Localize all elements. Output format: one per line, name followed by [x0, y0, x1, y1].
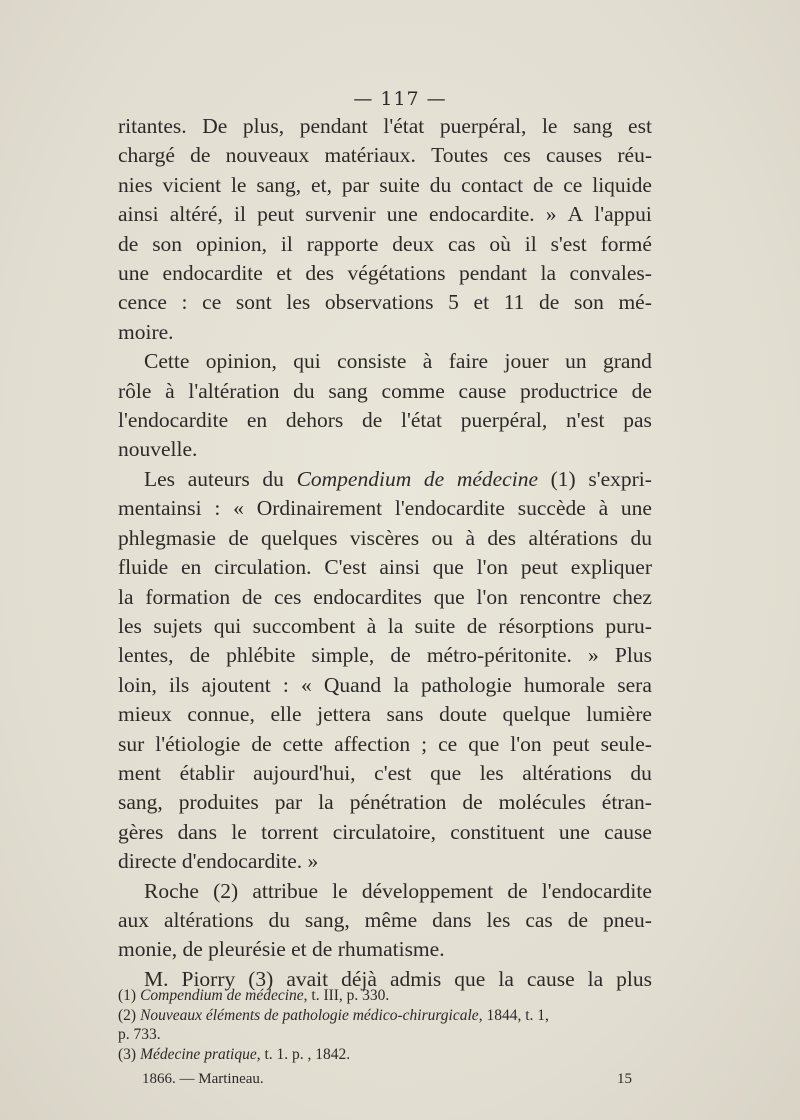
word: l'état: [401, 408, 442, 433]
word: c'est: [374, 760, 412, 785]
footnote-title: Médecine pratique: [140, 1045, 257, 1063]
word: endocardite.: [428, 202, 535, 227]
word: faire: [448, 349, 489, 374]
word: déjà: [341, 966, 377, 991]
word: altéré,: [169, 202, 223, 227]
word: du: [630, 760, 652, 785]
word: du: [262, 466, 284, 491]
word: vicient: [162, 172, 222, 197]
word: «: [233, 496, 244, 521]
word: cas: [525, 907, 553, 932]
word: résorptions: [498, 613, 594, 638]
text-line: [118, 877, 652, 906]
word: de: [462, 790, 483, 815]
word: l'on: [476, 555, 509, 580]
word: suite: [379, 172, 420, 197]
word: mé-: [618, 290, 652, 315]
body-text: [118, 112, 652, 994]
word: l'on: [476, 584, 508, 609]
word: seule-: [600, 731, 652, 756]
text-line: [118, 906, 652, 935]
footnote-title: Nouveaux éléments de pathologie médico-chirurgicale: [140, 1006, 479, 1024]
word: cause: [604, 819, 652, 844]
text-line: [118, 641, 652, 670]
footnote-number: (3): [118, 1045, 137, 1063]
word: doute: [439, 702, 487, 727]
word: formation: [145, 584, 231, 609]
word: causes: [546, 143, 603, 168]
text-line: [118, 494, 652, 523]
word: une: [386, 202, 418, 227]
word: altérations: [163, 907, 254, 932]
word: phlegmasie: [118, 525, 216, 550]
word: la: [387, 613, 404, 638]
word: chez: [612, 584, 652, 609]
text-segment: monie, de pleurésie et de rhumatisme.: [118, 937, 445, 962]
word: dans: [177, 819, 218, 844]
page-number-header: — 117 —: [353, 88, 447, 110]
text-line: [118, 465, 652, 494]
word: établir: [179, 760, 235, 785]
text-line: [118, 935, 652, 964]
word: le: [230, 172, 247, 197]
word: expliquer: [570, 555, 652, 580]
word: végétations: [347, 261, 446, 286]
word: les: [486, 907, 511, 932]
text-line: [118, 141, 652, 170]
word: la: [393, 672, 409, 697]
text-segment: directe d'endocardite. »: [118, 849, 319, 874]
word: deux: [392, 231, 435, 256]
word: ainsi: [379, 555, 420, 580]
word: ces: [273, 584, 302, 609]
word: s'expri-: [588, 466, 652, 491]
word: cause: [526, 966, 575, 991]
word: sur: [118, 731, 145, 756]
word: A: [567, 202, 584, 227]
word: constituent: [450, 819, 545, 844]
word: sang,: [256, 172, 302, 197]
footnote-text: , t. III, p. 330.: [303, 987, 390, 1004]
word: n'est: [565, 408, 605, 433]
word: cause: [458, 378, 507, 403]
footnotes: [118, 986, 652, 1064]
word: auteurs: [187, 466, 250, 491]
word: de: [228, 525, 249, 550]
word: que: [454, 966, 486, 991]
word: la: [498, 966, 514, 991]
word: qui: [213, 613, 242, 638]
word: cas: [447, 231, 476, 256]
word: rencontre: [519, 584, 601, 609]
word: une: [620, 496, 652, 521]
word: à: [598, 496, 609, 521]
word: un: [565, 349, 587, 374]
word: la: [540, 261, 557, 286]
word: pendant: [458, 261, 528, 286]
word: l'étiologie: [155, 731, 241, 756]
word: suite: [414, 613, 456, 638]
word: l'état: [383, 114, 425, 138]
word: de: [423, 466, 445, 491]
word: que: [430, 760, 462, 785]
word: Quand: [323, 672, 382, 697]
word: l'endocardite: [118, 408, 229, 433]
word: puru-: [605, 613, 652, 638]
word: sujets: [153, 613, 203, 638]
word: s'est: [550, 231, 587, 256]
word: aujourd'hui,: [253, 760, 356, 785]
word: contact: [461, 172, 524, 197]
word: sang: [573, 114, 613, 138]
word: circulatoire,: [332, 819, 436, 844]
word: opinion,: [205, 349, 277, 374]
word: puerpéral,: [439, 114, 527, 138]
word: à: [465, 525, 475, 550]
footnote: [118, 1045, 652, 1065]
word: Les: [144, 466, 176, 491]
word: de: [533, 172, 554, 197]
footnote-number: (1): [118, 987, 137, 1004]
word: observations: [324, 290, 434, 315]
word: les: [118, 613, 142, 638]
word: aux: [118, 907, 150, 932]
word: liquide: [592, 172, 652, 197]
word: et: [276, 261, 292, 286]
word: sang: [328, 378, 368, 403]
word: à: [165, 378, 175, 403]
word: même: [364, 907, 418, 932]
word: sont: [235, 290, 272, 315]
word: peut: [520, 555, 558, 580]
word: du: [293, 378, 315, 403]
word: lumière: [586, 702, 652, 727]
word: altérations: [522, 760, 612, 785]
word: ;: [421, 731, 428, 756]
word: de: [251, 731, 272, 756]
word: :: [282, 672, 289, 697]
text-line: [118, 318, 652, 347]
word: »: [545, 202, 557, 227]
word: :: [181, 290, 188, 315]
word: avait: [286, 966, 329, 991]
word: pénétration: [349, 790, 447, 815]
word: de: [507, 878, 528, 903]
word: de: [190, 143, 211, 168]
text-line: [118, 112, 652, 141]
text-line: [118, 435, 652, 464]
word: peut: [257, 202, 295, 227]
word: ajoutent: [201, 672, 271, 697]
word: ment: [118, 760, 161, 785]
text-line: [118, 788, 652, 817]
word: matériaux.: [324, 143, 416, 168]
word: son: [152, 231, 183, 256]
word: 11: [503, 290, 525, 315]
word: peut: [552, 731, 590, 756]
text-line: [118, 377, 652, 406]
text-line: [118, 524, 652, 553]
word: l'altération: [188, 378, 280, 403]
word: quelques: [261, 525, 338, 550]
text-line: [118, 288, 652, 317]
word: plus,: [242, 114, 285, 138]
word: grand: [602, 349, 652, 374]
word: de: [631, 378, 652, 403]
word: M.: [144, 966, 169, 991]
word: des: [487, 525, 517, 550]
word: elle: [270, 702, 302, 727]
word: Toutes: [431, 143, 489, 168]
word: ces: [503, 143, 531, 168]
word: sera: [617, 672, 652, 697]
word: du: [630, 525, 652, 550]
word: plus: [616, 966, 652, 991]
word: »: [588, 643, 599, 668]
text-line: [118, 171, 652, 200]
word: Roche: [144, 878, 199, 903]
footnote: [118, 1025, 652, 1045]
word: Piorry: [181, 966, 236, 991]
word: à: [422, 349, 433, 374]
word: métro-péritonite.: [426, 643, 572, 668]
word: il: [280, 231, 293, 256]
word: le: [541, 114, 558, 138]
word: étran-: [601, 790, 652, 815]
word: nouveaux: [225, 143, 310, 168]
word: produites: [178, 790, 259, 815]
word: de: [390, 643, 411, 668]
word: dehors: [285, 408, 344, 433]
word: loin,: [118, 672, 157, 697]
word: l'on: [510, 731, 542, 756]
word: le: [332, 878, 348, 903]
word: et: [473, 290, 490, 315]
signature-number: 15: [617, 1071, 632, 1087]
text-line: [118, 847, 652, 876]
word: le: [231, 819, 247, 844]
word: formé: [600, 231, 652, 256]
word: torrent: [261, 819, 319, 844]
word: Cette: [144, 349, 190, 374]
word: pneu-: [602, 907, 652, 932]
word: (2): [213, 878, 239, 903]
word: que: [433, 584, 465, 609]
word: l'endocardite: [541, 878, 652, 903]
text-segment: moire.: [118, 319, 174, 344]
text-line: [118, 759, 652, 788]
word: de: [362, 408, 383, 433]
word: ritantes.: [118, 114, 187, 138]
word: rapporte: [306, 231, 379, 256]
word: pendant: [299, 114, 368, 138]
footnote-text: p. 733.: [118, 1026, 161, 1043]
word: qui: [293, 349, 321, 374]
word: Ordinairement: [256, 496, 383, 521]
text-line: [118, 200, 652, 229]
word: par: [274, 790, 303, 815]
word: il: [233, 202, 246, 227]
word: des: [305, 261, 335, 286]
word: du: [429, 172, 452, 197]
word: attribue: [252, 878, 318, 903]
word: mieux: [118, 702, 172, 727]
word: sang,: [304, 907, 350, 932]
word: De: [202, 114, 228, 138]
text-line: [118, 583, 652, 612]
word: les: [479, 760, 504, 785]
text-line: [118, 671, 652, 700]
footnote-text: , t. 1. p. , 1842.: [256, 1045, 351, 1063]
word: «: [300, 672, 312, 697]
word: C'est: [324, 555, 367, 580]
word: réu-: [617, 143, 652, 168]
word: :: [214, 496, 221, 521]
word: connue,: [187, 702, 255, 727]
text-line: [118, 230, 652, 259]
word: que: [468, 731, 500, 756]
word: admis: [389, 966, 442, 991]
word: médecine: [456, 466, 538, 491]
text-line: [118, 553, 652, 582]
word: quelque: [502, 702, 571, 727]
word: mentainsi: [118, 496, 202, 521]
word: il: [524, 231, 537, 256]
word: endocardite: [162, 261, 263, 286]
footnote: [118, 1006, 652, 1026]
text-line: [118, 259, 652, 288]
word: phlébite: [226, 643, 296, 668]
word: Plus: [614, 643, 652, 668]
text-line: [118, 406, 652, 435]
word: une: [558, 819, 590, 844]
word: molécules: [498, 790, 586, 815]
word: la: [587, 966, 604, 991]
word: et,: [311, 172, 332, 197]
word: l'endocardite: [394, 496, 505, 521]
word: (1): [550, 466, 576, 491]
footnote: [118, 986, 652, 1006]
word: de: [189, 643, 210, 668]
word: gères: [118, 819, 164, 844]
word: survenir: [305, 202, 376, 227]
word: son: [573, 290, 604, 315]
word: par: [341, 172, 370, 197]
word: rôle: [118, 378, 152, 403]
word: ou: [431, 525, 454, 550]
text-line: [118, 612, 652, 641]
text-line: [118, 818, 652, 847]
word: chargé: [118, 143, 175, 168]
word: jouer: [504, 349, 549, 374]
word: sang,: [118, 790, 163, 815]
word: pas: [623, 408, 652, 433]
word: de: [539, 290, 560, 315]
word: la: [318, 790, 334, 815]
word: jettera: [317, 702, 371, 727]
word: lentes,: [118, 643, 174, 668]
word: à: [366, 613, 377, 638]
word: (3): [248, 966, 274, 991]
word: du: [268, 907, 290, 932]
word: ils: [168, 672, 190, 697]
text-line: [118, 347, 652, 376]
word: simple,: [311, 643, 375, 668]
word: les: [286, 290, 311, 315]
word: est: [628, 114, 652, 138]
footnote-title: Compendium de médecine: [140, 987, 304, 1004]
word: dans: [432, 907, 472, 932]
word: pathologie: [421, 672, 512, 697]
word: 5: [448, 290, 459, 315]
word: endocardites: [313, 584, 422, 609]
word: convales-: [569, 261, 652, 286]
word: nies: [118, 172, 153, 197]
word: viscères: [349, 525, 420, 550]
word: succombent: [252, 613, 356, 638]
text-line: [118, 730, 652, 759]
signature-text: 1866. — Martineau.: [142, 1071, 264, 1087]
word: en: [181, 555, 202, 580]
word: développement: [361, 878, 494, 903]
word: cette: [282, 731, 324, 756]
word: de: [466, 613, 487, 638]
word: fluide: [118, 555, 169, 580]
word: sans: [386, 702, 424, 727]
word: ainsi: [118, 202, 159, 227]
word: puerpéral,: [460, 408, 548, 433]
signature-line: [142, 1071, 632, 1088]
footnote-number: (2): [118, 1006, 137, 1024]
word: où: [489, 231, 511, 256]
word: l'appui: [594, 202, 652, 227]
word: opinion,: [195, 231, 268, 256]
word: de: [241, 584, 263, 609]
word: circulation.: [214, 555, 312, 580]
word: humorale: [523, 672, 606, 697]
footnote-text: , 1844, t. 1,: [478, 1006, 549, 1024]
text-line: [118, 700, 652, 729]
word: comme: [381, 378, 445, 403]
word: une: [118, 261, 150, 286]
word: ce: [438, 731, 458, 756]
word: succède: [517, 496, 586, 521]
word: consiste: [337, 349, 407, 374]
word: la: [118, 584, 134, 609]
word: affection: [334, 731, 411, 756]
word: ce: [202, 290, 222, 315]
word: ce: [563, 172, 583, 197]
word: cence: [118, 290, 167, 315]
word: de: [118, 231, 139, 256]
word: altérations: [528, 525, 619, 550]
word: Compendium: [296, 466, 412, 491]
word: en: [246, 408, 268, 433]
text-segment: nouvelle.: [118, 437, 198, 462]
word: de: [567, 907, 589, 932]
word: que: [432, 555, 464, 580]
word: productrice: [520, 378, 618, 403]
